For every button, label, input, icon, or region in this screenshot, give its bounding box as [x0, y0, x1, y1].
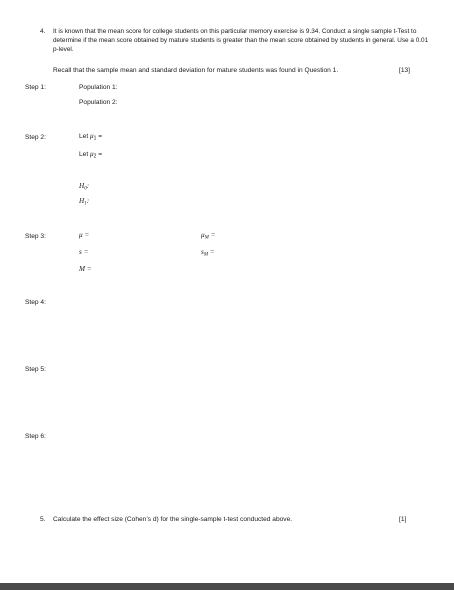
- equals-sign: =: [98, 133, 103, 140]
- let-word: Let: [79, 151, 89, 158]
- subscript-m: M: [204, 235, 209, 241]
- colon: :: [86, 182, 90, 190]
- mu-symbol: μ: [79, 231, 83, 239]
- mu-equals: [79, 231, 89, 240]
- mu-symbol: μ: [90, 150, 94, 158]
- m-symbol: M: [79, 265, 85, 273]
- equals-sign: =: [98, 151, 103, 158]
- h-symbol: H: [79, 197, 85, 205]
- population-1-label: Population 1:: [79, 84, 118, 91]
- equals-sign: =: [84, 231, 90, 239]
- null-hypothesis-label: [79, 182, 89, 194]
- alternative-hypothesis-label: [79, 197, 89, 209]
- step-5-label: Step 5:: [25, 366, 46, 373]
- let-word: Let: [79, 133, 89, 140]
- population-2-label: Population 2:: [79, 99, 118, 106]
- subscript-1: 1: [84, 201, 87, 207]
- mu-symbol: μ: [201, 231, 205, 239]
- let-mu1-line: [79, 132, 102, 144]
- subscript-m: M: [203, 252, 208, 258]
- equals-sign: =: [210, 231, 216, 239]
- colon: :: [86, 197, 90, 205]
- equals-sign: =: [86, 265, 92, 273]
- question-5-marks: [1]: [399, 516, 407, 523]
- let-mu2-line: [79, 150, 102, 162]
- question-4-text: It is known that the mean score for college students on this particular memory exercise is 9.34. Conduct a single sample t-Test to determine if the mean score obtained by mature students is greater than the mean score obtained by students in general. Use a 0.01 p-level.: [53, 28, 429, 54]
- subscript-1: 1: [93, 135, 97, 142]
- mu-m-equals: [201, 231, 215, 243]
- h-symbol: H: [79, 182, 85, 190]
- question-5-number: 5.: [40, 516, 46, 523]
- question-4-marks: [13]: [399, 67, 410, 74]
- step-1-label: Step 1:: [25, 84, 46, 91]
- s-symbol: s: [201, 248, 204, 256]
- mu-symbol: μ: [90, 132, 94, 140]
- question-5-text: Calculate the effect size (Cohen’s d) for the single-sample t-test conducted above.: [53, 516, 293, 523]
- s-symbol: s: [79, 248, 82, 256]
- equals-sign: =: [83, 248, 89, 256]
- step-3-label: Step 3:: [25, 233, 46, 240]
- question-4-number: 4.: [40, 28, 46, 35]
- m-equals: [79, 265, 92, 274]
- subscript-0: 0: [84, 186, 87, 192]
- s-equals: [79, 248, 88, 257]
- step-4-label: Step 4:: [25, 299, 46, 306]
- step-6-label: Step 6:: [25, 433, 46, 440]
- s-m-equals: [201, 248, 215, 260]
- question-4-recall-note: Recall that the sample mean and standard deviation for mature students was found in Question 1.: [53, 67, 339, 74]
- subscript-2: 2: [93, 153, 97, 160]
- equals-sign: =: [209, 248, 215, 256]
- step-2-label: Step 2:: [25, 134, 46, 141]
- page-bottom-bar: [0, 583, 454, 590]
